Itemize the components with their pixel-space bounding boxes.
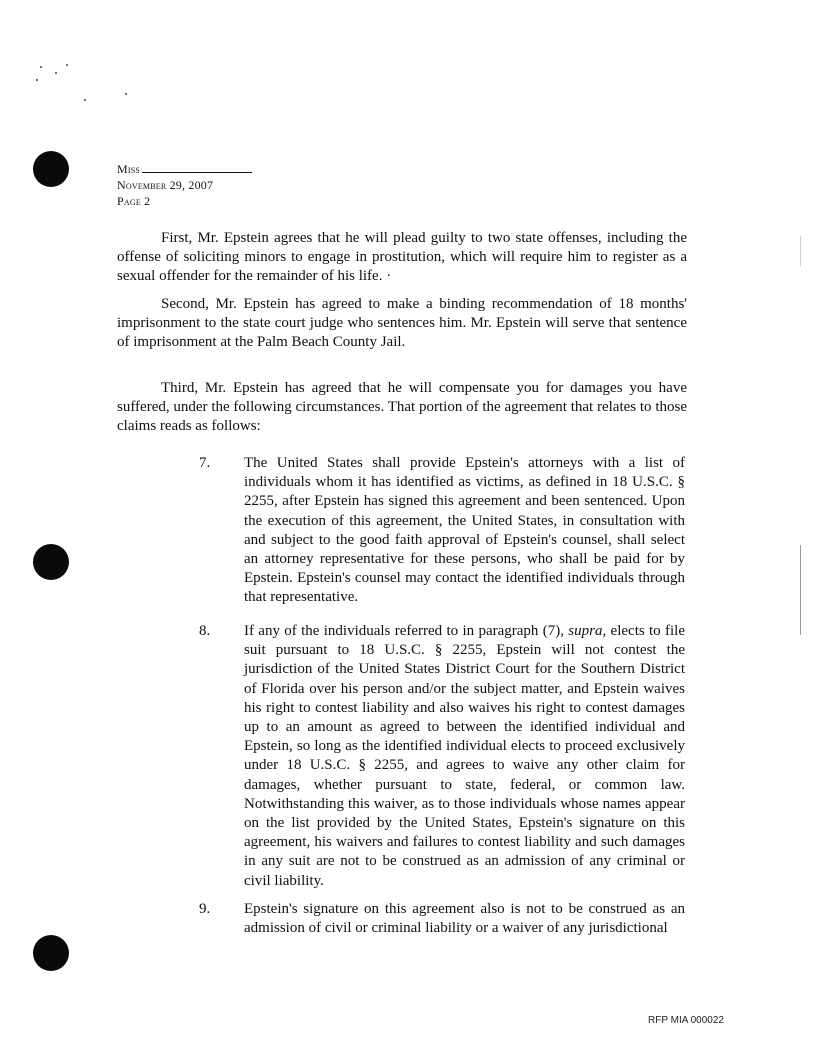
supra-italic: supra: [568, 623, 603, 639]
bates-number: RFP MIA 000022: [648, 1015, 724, 1026]
agreement-item-8: [199, 622, 685, 891]
scan-speck: [55, 72, 57, 74]
letter-date: November 29, 2007: [117, 178, 214, 192]
scan-speck: [66, 64, 68, 66]
item-number: 7.: [199, 455, 211, 471]
punch-hole-top: [33, 151, 69, 187]
item-number: 8.: [199, 623, 211, 639]
paragraph-first: First, Mr. Epstein agrees that he will plead guilty to two state offenses, including the offense of soliciting minors to engage in prostitution, which will require him to register as a sexual offender for the remainder of his life. ·: [117, 230, 687, 284]
scan-speck: [36, 79, 38, 81]
page-number: Page 2: [117, 194, 151, 208]
scan-speck: [84, 99, 86, 101]
recipient-blank: [142, 162, 252, 173]
recipient-line: Miss: [117, 161, 252, 177]
punch-hole-middle: [33, 544, 69, 580]
punch-hole-bottom: [33, 935, 69, 971]
letter-header: [117, 161, 252, 209]
agreement-item-7: [199, 454, 685, 608]
scan-edge-line: [800, 545, 801, 635]
item-text: The United States shall provide Epstein's attorneys with a list of individuals whom it has identified as victims, as defined in 18 U.S.C. § 2255, after Epstein has signed this agreement and been sentenced. Upon the execution of this agreement, the United States, in consultation with and subject to the good faith approval of Epstein's counsel, shall select an attorney representative for these persons, who shall be paid for by Epstein. Epstein's counsel may contact the identified individuals through that representative.: [244, 455, 685, 606]
item-number: 9.: [199, 901, 211, 917]
paragraph-second: Second, Mr. Epstein has agreed to make a binding recommendation of 18 months' imprisonment to the state court judge who sentences him. Mr. Epstein will serve that sentence of imprisonment at the Palm Beach County Jail.: [117, 296, 687, 350]
scan-speck: [40, 66, 42, 68]
scan-speck: [125, 93, 127, 95]
paragraph-third: Third, Mr. Epstein has agreed that he will compensate you for damages you have suffered, under the following circumstances. That portion of the agreement that relates to those claims reads as follows:: [117, 380, 687, 434]
item-text: Epstein's signature on this agreement also is not to be construed as an admission of civil or criminal liability or a waiver of any jurisdictional: [244, 901, 685, 937]
item-text: If any of the individuals referred to in paragraph (7), supra, elects to file suit pursuant to 18 U.S.C. § 2255, Epstein will not contest the jurisdiction of the United States District Court for the Southern District of Florida over his person and/or the subject matter, and Epstein waives his right to contest liability and also waives his right to contest damages up to an amount as agreed to between the identified individual and Epstein, so long as the identified individual elects to proceed exclusively under 18 U.S.C. § 2255, and agrees to waive any other claim for damages, whether pursuant to state, federal, or common law. Notwithstanding this waiver, as to those individuals whose names appear on the list provided by the United States, Epstein's signature on this agreement, his waivers and failures to contest liability and such damages in any suit are not to be construed as an admission of any criminal or civil liability.: [244, 623, 685, 889]
scan-edge-line: [800, 236, 801, 266]
agreement-item-9: [199, 900, 685, 938]
